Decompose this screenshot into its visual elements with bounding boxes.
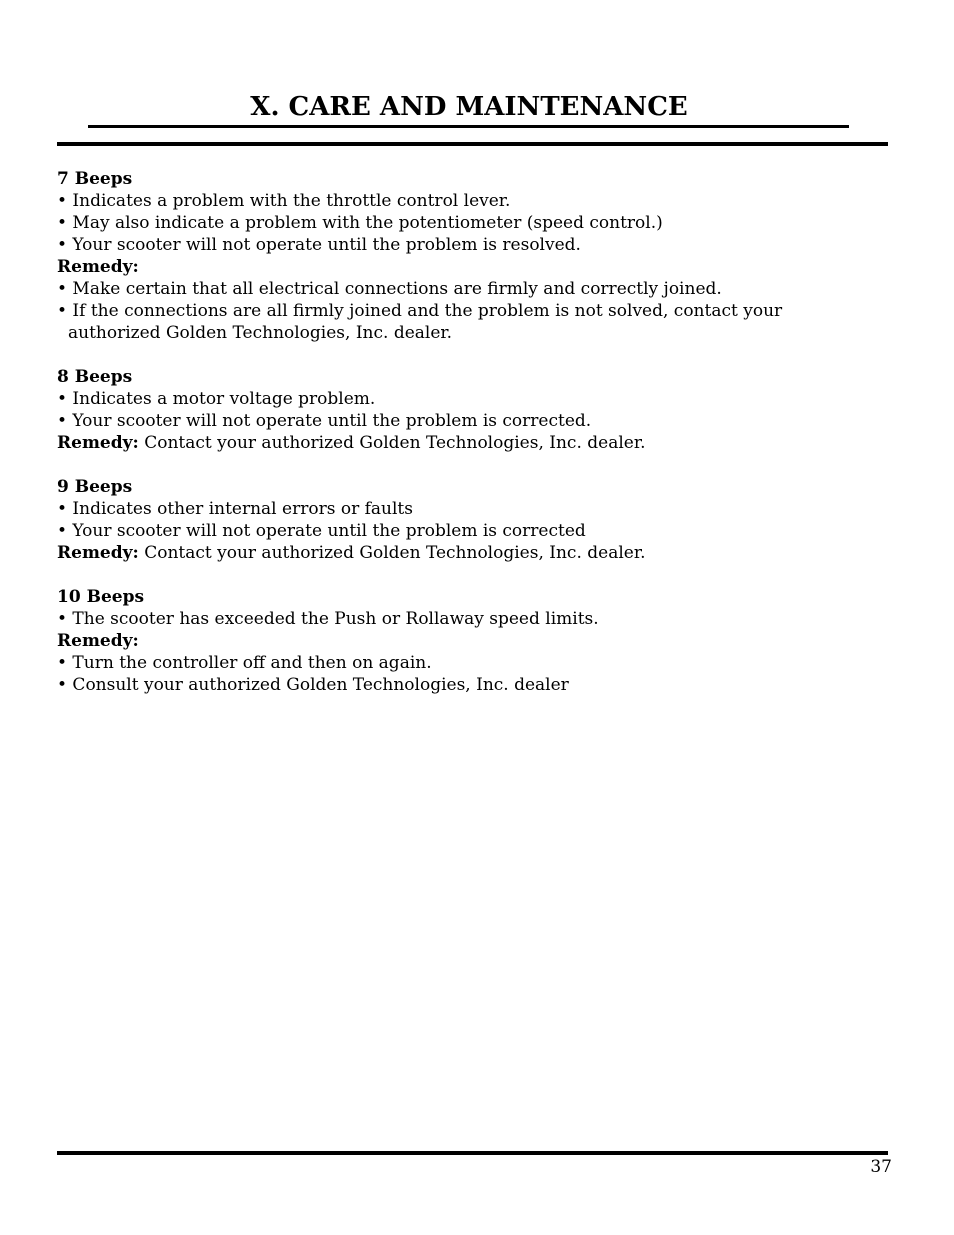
page-content: [57, 168, 887, 718]
list-item: • Your scooter will not operate until the problem is corrected: [57, 521, 586, 541]
remedy-label: Remedy:: [57, 433, 139, 453]
list-item: • Indicates a motor voltage problem.: [57, 389, 376, 409]
list-item: • Consult your authorized Golden Technologies, Inc. dealer: [57, 675, 569, 695]
section-heading: 8 Beeps: [57, 367, 133, 387]
section-7-beeps: [57, 168, 887, 344]
remedy-label: Remedy:: [57, 257, 139, 277]
list-item: • Indicates other internal errors or faults: [57, 499, 413, 519]
remedy-text: Contact your authorized Golden Technologies, Inc. dealer.: [138, 543, 646, 563]
remedy-label: Remedy:: [57, 631, 139, 651]
remedy-line: [57, 542, 887, 564]
section-heading: 9 Beeps: [57, 477, 133, 497]
remedy-line: [57, 432, 887, 454]
list-item: • May also indicate a problem with the potentiometer (speed control.): [57, 213, 663, 233]
list-item: • Turn the controller off and then on again.: [57, 653, 432, 673]
remedy-label: Remedy:: [57, 543, 139, 563]
footer-divider: [57, 1151, 888, 1155]
list-item-continuation: authorized Golden Technologies, Inc. dealer.: [68, 323, 453, 343]
title-underline: [88, 125, 849, 128]
remedy-text: Contact your authorized Golden Technologies, Inc. dealer.: [138, 433, 646, 453]
page-title: X. CARE AND MAINTENANCE: [250, 92, 688, 122]
section-heading: 7 Beeps: [57, 169, 133, 189]
list-item: • Make certain that all electrical connections are firmly and correctly joined.: [57, 279, 722, 299]
list-item: • Your scooter will not operate until the problem is corrected.: [57, 411, 592, 431]
header-divider: [57, 142, 888, 146]
section-9-beeps: [57, 476, 887, 564]
section-10-beeps: [57, 586, 887, 696]
list-item: • The scooter has exceeded the Push or Rollaway speed limits.: [57, 609, 599, 629]
list-item: • Indicates a problem with the throttle control lever.: [57, 191, 511, 211]
list-item: • Your scooter will not operate until the problem is resolved.: [57, 235, 581, 255]
section-heading: 10 Beeps: [57, 587, 145, 607]
section-8-beeps: [57, 366, 887, 454]
list-item: • If the connections are all firmly joined and the problem is not solved, contact your: [57, 301, 783, 321]
page-number: 37: [870, 1157, 892, 1177]
